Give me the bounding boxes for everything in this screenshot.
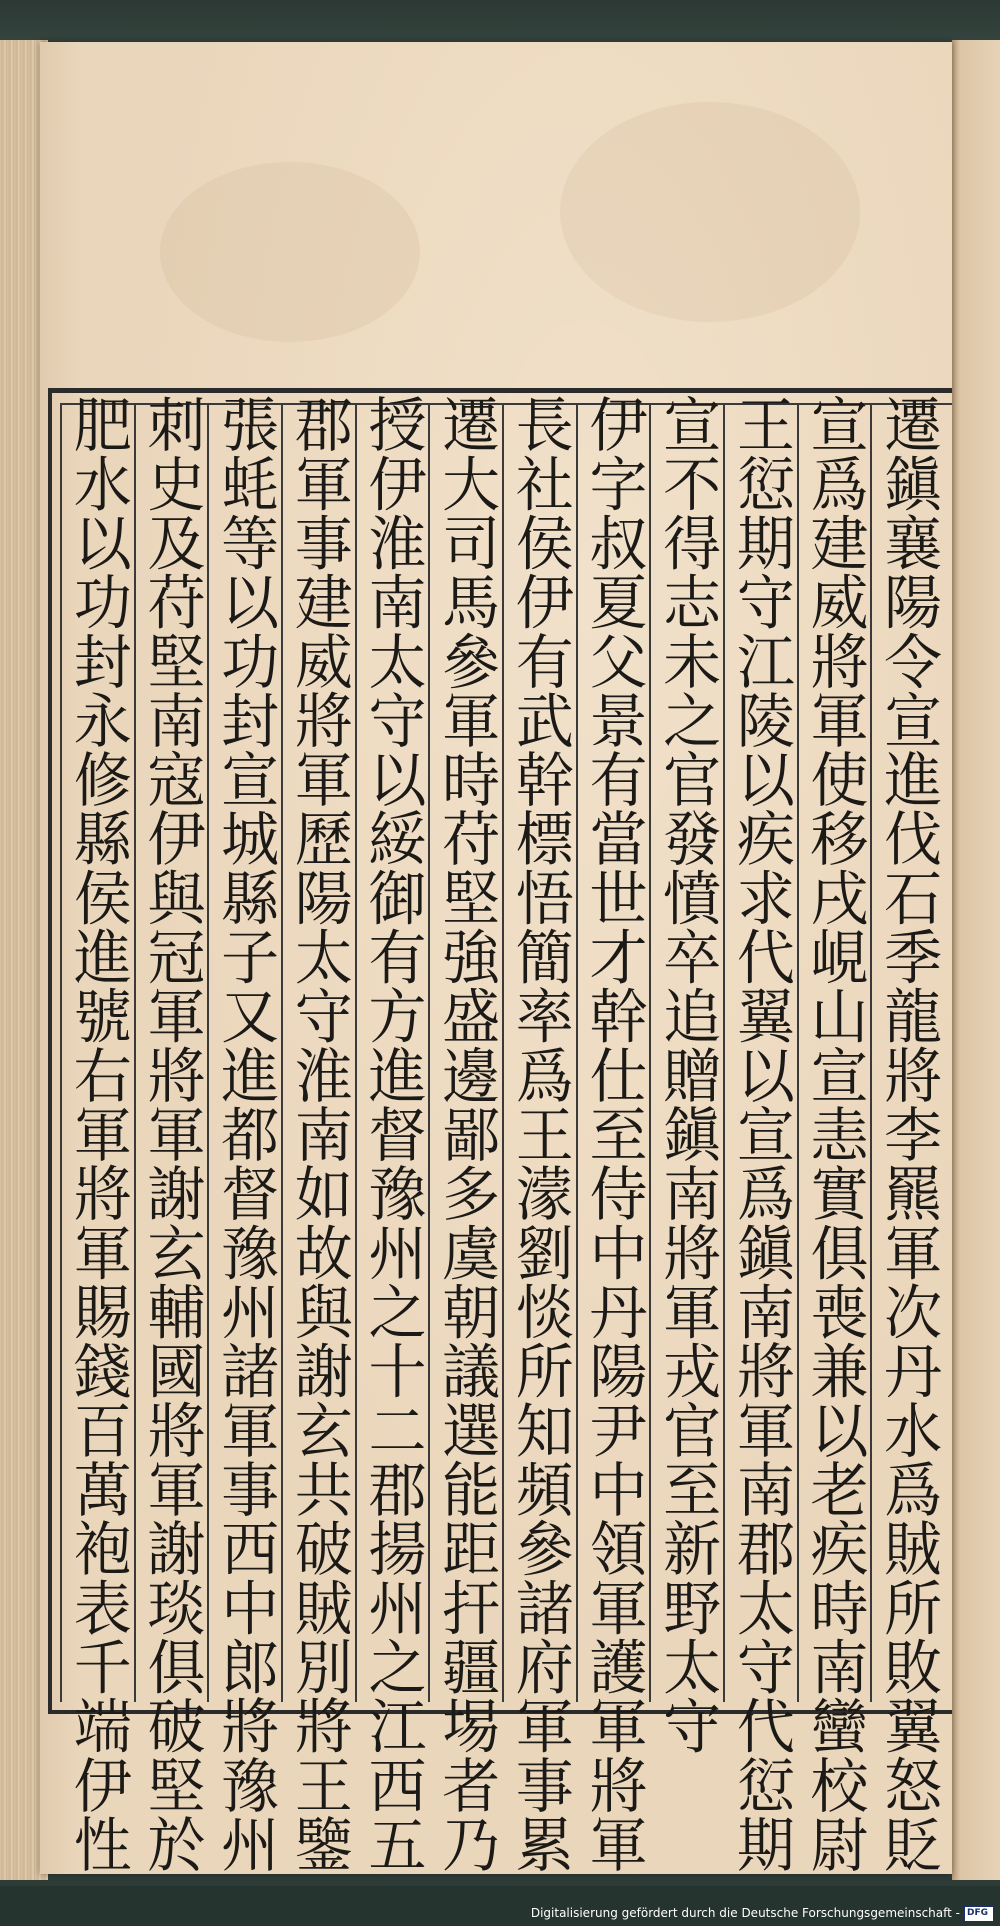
facing-page-edge xyxy=(952,40,1000,1880)
text-column-3 xyxy=(723,394,797,1874)
text-column-9 xyxy=(281,394,355,1874)
text-column-6 xyxy=(502,394,576,1874)
text-block-frame xyxy=(48,388,952,1874)
text-column-10 xyxy=(207,394,281,1874)
text-column-5 xyxy=(576,394,650,1874)
column-text: 宣不得志未之官發憤卒追贈鎭南將軍戎官至新野太守 xyxy=(653,394,722,1755)
column-text: 宣爲建威將軍使移戌峴山宣恚實俱喪兼以老疾時南蠻校尉 xyxy=(800,394,869,1874)
text-column-1 xyxy=(870,394,944,1874)
text-column-8 xyxy=(355,394,429,1874)
text-column-12 xyxy=(62,394,134,1874)
paper-stain xyxy=(160,162,420,342)
column-text: 伊字叔夏父景有當世才幹仕至侍中丹陽尹中領軍護軍將軍 xyxy=(579,394,648,1874)
dfg-logo-text: DFG xyxy=(967,1908,989,1918)
text-columns xyxy=(62,394,944,1874)
column-text: 張蚝等以功封宣城縣子又進都督豫州諸軍事西中郎將豫州 xyxy=(211,394,280,1874)
column-text: 遷大司馬參軍時苻堅強盛邊鄙多虞朝議選能距扞疆埸者乃 xyxy=(432,394,501,1874)
column-text: 刺史及苻堅南寇伊與冠軍將軍謝玄輔國將軍謝琰俱破堅於 xyxy=(137,394,206,1874)
text-column-4 xyxy=(649,394,723,1755)
column-text: 長社侯伊有武幹標悟簡率爲王濛劉惔所知頻參諸府軍事累 xyxy=(505,394,574,1874)
text-column-2 xyxy=(797,394,871,1874)
text-column-11 xyxy=(134,394,208,1874)
footer-bar xyxy=(0,1886,1000,1926)
column-text: 肥水以功封永修縣侯進號右軍將軍賜錢百萬袍表千端伊性 xyxy=(63,394,132,1874)
funding-credit: Digitalisierung gefördert durch die Deutsche Forschungsgemeinschaft - xyxy=(530,1906,960,1920)
text-column-7 xyxy=(428,394,502,1874)
column-text: 遷鎭襄陽令宣進伐石季龍將李羆軍次丹水爲賊所敗翼怒貶 xyxy=(874,394,943,1874)
column-text: 郡軍事建威將軍歷陽太守淮南如故與謝玄共破賊別將王鑒 xyxy=(284,394,353,1874)
paper-stain xyxy=(560,102,860,322)
dfg-logo-icon xyxy=(964,1906,994,1922)
column-text: 王愆期守江陵以疾求代翼以宣爲鎭南將軍南郡太守代愆期 xyxy=(726,394,795,1874)
column-text: 授伊淮南太守以綏御有方進督豫州之十二郡揚州之江西五 xyxy=(358,394,427,1874)
